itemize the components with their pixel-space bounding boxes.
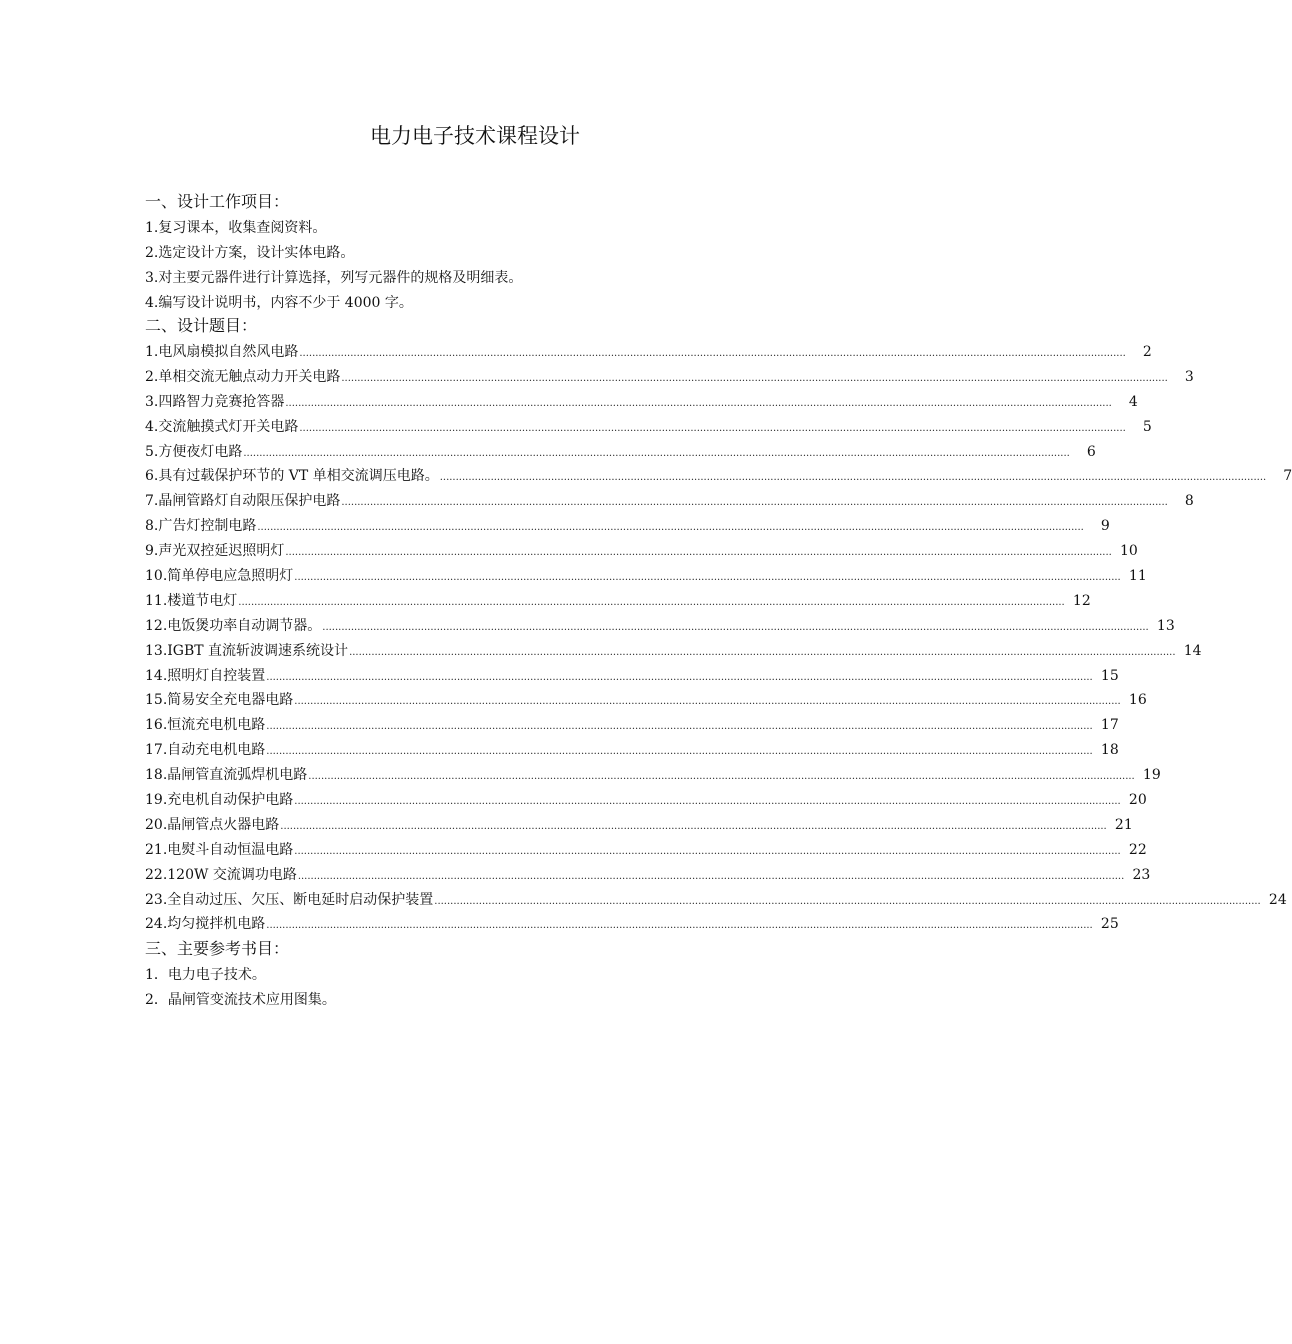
toc-dot-leader: .................................................................................................................................................................................................................................................................... [341,372,1168,384]
toc-entry-page-number: 6 [1086,443,1096,460]
toc-entry-page-number: 3 [1184,368,1194,385]
toc-entry [145,865,1151,890]
toc-entry-page-number: 25 [1100,916,1119,933]
toc-entry-title: 5.方便夜灯电路 [145,443,243,460]
toc-dot-leader: .................................................................................................................................................................................................................................................................... [280,820,1107,832]
toc-dot-leader: .................................................................................................................................................................................................................................................................... [299,422,1126,434]
toc-entry-page-number: 19 [1142,767,1161,784]
toc-entry-page-number: 23 [1132,866,1151,883]
toc-entry-title: 4.交流触摸式灯开关电路 [145,418,299,435]
toc-entry-page-number: 14 [1183,642,1202,659]
work-item: 4.编写设计说明书，内容不少于 4000 字。 [145,295,413,311]
work-item: 2.选定设计方案，设计实体电路。 [145,245,355,261]
toc-entry [145,566,1147,591]
toc-entry [145,815,1133,840]
toc-entry-page-number: 16 [1128,692,1147,709]
section-heading-references: 三、主要参考书目： [145,939,290,958]
topic-toc-list [145,342,1292,939]
toc-dot-leader: .................................................................................................................................................................................................................................................................... [243,447,1070,459]
toc-entry-page-number: 2 [1142,344,1152,360]
toc-dot-leader: .................................................................................................................................................................................................................................................................... [294,796,1121,808]
section-heading-work-items: 一、设计工作项目： [145,192,290,211]
toc-entry-title: 6.具有过载保护环节的 VT 单相交流调压电路。 [145,468,439,485]
toc-entry-title: 8.广告灯控制电路 [145,518,257,535]
toc-entry-title: 12.电饭煲功率自动调节器。 [145,617,322,634]
toc-entry [145,491,1194,516]
toc-entry-title: 3.四路智力竞赛抢答器 [145,393,285,410]
toc-entry-page-number: 21 [1114,816,1133,833]
toc-entry-title: 7.晶闸管路灯自动限压保护电路 [145,493,341,510]
toc-entry-title: 24.均匀搅拌机电路 [145,916,266,933]
toc-entry-page-number: 8 [1184,493,1194,510]
toc-entry-page-number: 11 [1128,568,1147,585]
toc-entry-page-number: 15 [1100,667,1119,684]
toc-dot-leader: .................................................................................................................................................................................................................................................................... [285,547,1112,559]
toc-dot-leader: .................................................................................................................................................................................................................................................................... [434,895,1261,907]
toc-entry [145,392,1138,417]
toc-dot-leader: .................................................................................................................................................................................................................................................................... [297,870,1125,882]
toc-entry-page-number: 10 [1120,543,1138,560]
toc-dot-leader: .................................................................................................................................................................................................................................................................... [266,920,1093,932]
toc-entry [145,616,1175,641]
reference-item: 1．电力电子技术。 [145,967,266,983]
toc-entry-title: 23.全自动过压、欠压、断电延时启动保护装置 [145,891,434,908]
toc-entry-title: 17.自动充电机电路 [145,742,266,759]
toc-entry [145,367,1194,392]
toc-dot-leader: .................................................................................................................................................................................................................................................................... [238,596,1065,608]
work-item: 3.对主要元器件进行计算选择，列写元器件的规格及明细表。 [145,270,523,286]
toc-entry [145,715,1119,740]
toc-dot-leader: .................................................................................................................................................................................................................................................................... [257,522,1084,534]
toc-dot-leader: .................................................................................................................................................................................................................................................................... [299,348,1126,359]
toc-entry-page-number: 5 [1142,418,1152,435]
toc-dot-leader: .................................................................................................................................................................................................................................................................... [285,397,1112,409]
toc-dot-leader: .................................................................................................................................................................................................................................................................... [349,646,1176,658]
toc-entry-title: 13.IGBT 直流斩波调速系统设计 [145,642,349,659]
toc-entry [145,342,1152,367]
toc-entry-page-number: 20 [1128,792,1147,809]
toc-entry [145,740,1119,765]
toc-entry-title: 11.楼道节电灯 [145,592,238,609]
toc-entry [145,417,1152,442]
toc-dot-leader: .................................................................................................................................................................................................................................................................... [341,497,1168,509]
toc-entry-page-number: 7 [1283,468,1292,485]
toc-entry-title: 10.简单停电应急照明灯 [145,568,294,585]
toc-entry [145,666,1119,691]
toc-dot-leader: .................................................................................................................................................................................................................................................................... [439,472,1267,484]
toc-dot-leader: .................................................................................................................................................................................................................................................................... [294,572,1121,584]
toc-entry [145,890,1287,915]
page-title: 电力电子技术课程设计 [370,124,580,148]
toc-entry [145,641,1202,666]
reference-item: 2．晶闸管变流技术应用图集。 [145,992,336,1008]
toc-entry [145,765,1161,790]
section-heading-topics: 二、设计题目： [145,316,258,335]
toc-entry-title: 21.电熨斗自动恒温电路 [145,841,294,858]
toc-entry-title: 1.电风扇模拟自然风电路 [145,344,299,360]
toc-dot-leader: .................................................................................................................................................................................................................................................................... [266,671,1093,683]
toc-entry-page-number: 18 [1100,742,1119,759]
toc-entry-page-number: 4 [1128,393,1138,410]
toc-entry-page-number: 24 [1268,891,1287,908]
toc-entry-page-number: 12 [1072,592,1091,609]
toc-entry [145,591,1091,616]
toc-dot-leader: .................................................................................................................................................................................................................................................................... [266,721,1093,733]
toc-entry-title: 22.120W 交流调功电路 [145,866,297,883]
toc-dot-leader: .................................................................................................................................................................................................................................................................... [294,696,1121,708]
toc-entry-page-number: 17 [1100,717,1119,734]
toc-entry-title: 15.简易安全充电器电路 [145,692,294,709]
toc-entry-title: 18.晶闸管直流弧焊机电路 [145,767,308,784]
toc-entry-title: 9.声光双控延迟照明灯 [145,543,285,560]
toc-entry-title: 16.恒流充电机电路 [145,717,266,734]
toc-entry-title: 20.晶闸管点火器电路 [145,816,280,833]
toc-entry-title: 2.单相交流无触点动力开关电路 [145,368,341,385]
toc-entry-title: 14.照明灯自控装置 [145,667,266,684]
toc-dot-leader: .................................................................................................................................................................................................................................................................... [322,621,1149,633]
toc-entry-title: 19.充电机自动保护电路 [145,792,294,809]
toc-entry [145,914,1119,939]
toc-dot-leader: .................................................................................................................................................................................................................................................................... [294,845,1121,857]
toc-entry [145,541,1138,566]
toc-entry [145,516,1110,541]
toc-entry [145,790,1147,815]
work-item: 1.复习课本，收集查阅资料。 [145,220,327,236]
toc-entry [145,690,1147,715]
toc-dot-leader: .................................................................................................................................................................................................................................................................... [308,771,1135,783]
toc-entry-page-number: 13 [1156,617,1175,634]
toc-dot-leader: .................................................................................................................................................................................................................................................................... [266,746,1093,758]
toc-entry-page-number: 22 [1128,841,1147,858]
toc-entry [145,466,1292,491]
toc-entry-page-number: 9 [1100,518,1110,535]
toc-entry [145,840,1147,865]
toc-entry [145,442,1096,467]
